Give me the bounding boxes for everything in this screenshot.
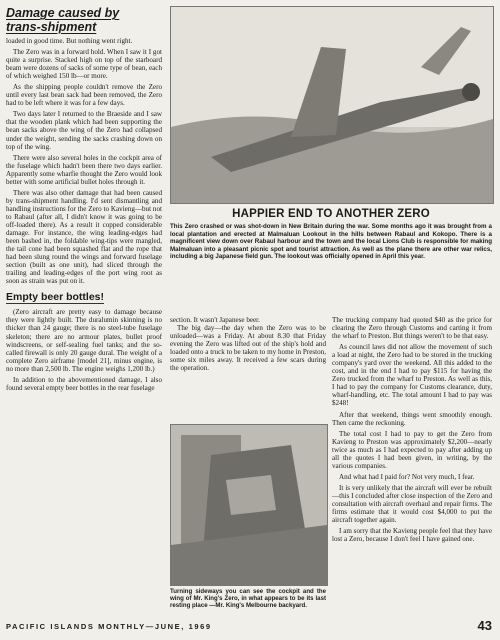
zero-lookout-photo [170,6,494,204]
paragraph: And what had I paid for? Not very much, I fear. [339,472,475,481]
paragraph: Two days later I returned to the Braeside and I saw that the wooden plank which had been supporting the bean sacks above the wing of the Zero had collapsed under the weight, sending the sacks crashing down on top of the wing. [6,110,162,151]
paragraph: After that weekend, things went smoothly enough. Then came the reckoning. [332,410,492,427]
paragraph: It is very unlikely that the aircraft will ever be rebuilt—this I concluded after close inspection of the Zero and consultation with aircraft overhaul and repair firms. The firms estimate that it would cost $4,000 to put the aircraft together again. [332,483,492,525]
paragraph: (Zero aircraft are pretty easy to damage because they were lightly built. The duralumin skinning is no thicker than 24 gauge; there is no steel-tube fuselage skeleton; there are no armour plates, bullet proof windscreens, or self-sealing fuel tanks; and the so-called firewall is only 20 gauge dural. The weight of a complete Zero airframe [model 21], minus engine, is no more than 2,500 lb. The engine weighs 1,200 lb.) [6,308,162,373]
feature-caption: This Zero crashed or was shot-down in New Britain during the war. Some months ago it was brought from a local plantation and erected at Malmaluan Lookout in the hills between Rabaul and Kokopo. There is a magnificent view down over Rabaul harbour and the town and the local Lions Club is responsible for making Malmaluan into a pleasant picnic spot and tourist attraction. As well as the plane there are other war relics, including a big Japanese field gun. The lookout was officially opened in April this year. [170,223,492,261]
paragraph: As council laws did not allow the movement of such a load at night, the Zero had to be stored in the trucking company's yard over the weekend. All this added to the cost, and in the end I had to pay $115 for having the Zero trucked from the wharf to Preston. As well as this, I had to pay the company for Customs clearance, duty, wharf-handling, etc. The total amount I had to pay was $248! [332,343,492,408]
publication-line: PACIFIC ISLANDS MONTHLY—JUNE, 1969 [6,622,212,631]
paragraph: There were also several holes in the cockpit area of the fuselage which hadn't been there two days earlier. Apparently some wharfie thought the Zero would look better with some artificial bullet holes through it. [6,153,162,186]
section-heading-beer-bottles: Empty beer bottles! [6,291,105,304]
article-column-1 [6,6,162,392]
paragraph: There was also other damage that had been caused by trans-shipment handling. I'd sent dismantling and handling instructions for the Zero to Kavieng—but not to Rabaul (after all, I didn't know it was going to be off-loaded there). As a result it copped considerable damage. For instance, the wing leading-edges had been bashed in, the foldable wing-tips were mangled, the tail cone had been squashed flat and the rope that had been slung round the wings and forward fuselage section (built as one unit), had sliced through the trailing and leading-edges of the port wing root as soon as strain was put on it. [6,188,162,286]
paragraph: The Zero was in a forward hold. When I saw it I got quite a surprise. Stacked high on top of the starboard beam were dozens of sacks of some type of bean, each of which weighed 150 lb—or more. [6,48,162,81]
page-number: 43 [477,618,492,633]
paragraph: As the shipping people couldn't remove the Zero until every last bean sack had been removed, the Zero had to be left where it was for a few days. [6,83,162,108]
paragraph: In addition to the abovementioned damage, I also found several empty beer bottles in the rear fuselage [6,375,162,392]
paragraph: loaded in good time. But nothing went right. [6,37,133,45]
backyard-photo-caption: Turning sideways you can see the cockpit and the wing of Mr. King's Zero, in what appears to be its last resting place —Mr. King's Melbourne backyard. [170,588,326,610]
paragraph: The big day—the day when the Zero was to be unloaded—was a Friday. At about 8.30 that Friday evening the Zero was lifted out of the ship's hold and loaded onto a truck to be taken to my home in Preston, some six miles away. It received a few scars during the operation. [170,324,326,373]
zero-cockpit-illustration [171,425,327,585]
zero-aircraft-illustration [171,7,493,203]
section-heading-line-1: Damage caused by [6,6,120,20]
paragraph: section. It wasn't Japanese beer. [170,316,260,324]
paragraph: I am sorry that the Kavieng people feel that they have lost a Zero, because I don't feel I have gained one. [332,527,492,544]
article-column-2 [170,316,326,372]
backyard-zero-photo [170,424,328,586]
article-column-3 [332,316,492,543]
paragraph: The total cost I had to pay to get the Zero from Kavieng to Preston was approximately $2,200—nearly twice as much as I had expected to pay after adding up all the quotes I had been given, in writing, by the various companies. [332,429,492,470]
feature-title: HAPPIER END TO ANOTHER ZERO [232,208,430,220]
page-footer [6,620,492,634]
paragraph: The trucking company had quoted $40 as the price for clearing the Zero through Customs and carting it from the wharf to Preston. But things weren't to be that easy. [332,316,492,341]
section-heading-line-2: trans-shipment [6,20,97,34]
